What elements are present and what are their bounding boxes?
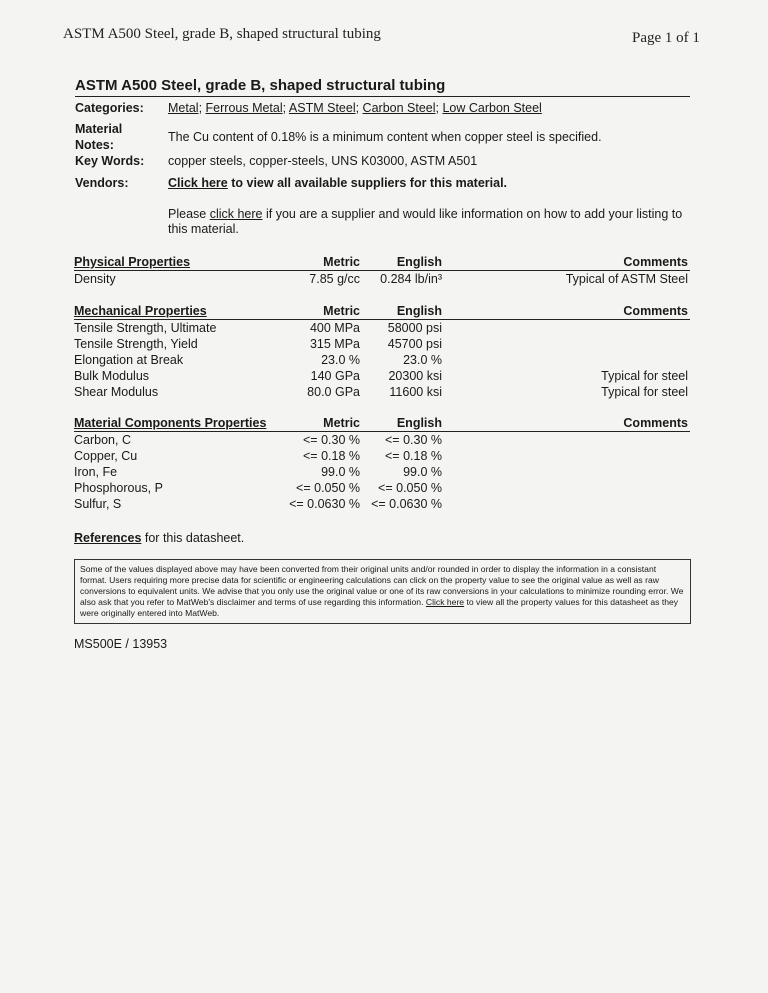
english-value[interactable]: 45700 psi — [387, 337, 442, 351]
category-link-ferrous-metal[interactable]: Ferrous Metal — [205, 101, 283, 115]
english-value[interactable]: 11600 ksi — [389, 385, 442, 399]
english-value[interactable]: 0.284 lb/in³ — [380, 272, 442, 286]
physical-properties-table — [74, 254, 690, 287]
keywords-text: copper steels, copper-steels, UNS K03000, ASTM A501 — [168, 154, 478, 168]
metric-value[interactable]: 7.85 g/cc — [309, 272, 360, 286]
references-link[interactable]: References — [74, 531, 142, 545]
table-row — [74, 496, 690, 512]
table-row — [74, 432, 690, 448]
metric-value[interactable]: 140 GPa — [310, 369, 360, 383]
property-name: Phosphorous, P — [74, 481, 163, 495]
category-link-metal[interactable]: Metal — [168, 101, 199, 115]
print-header-title: ASTM A500 Steel, grade B, shaped structural tubing — [63, 26, 381, 42]
table-row — [74, 448, 690, 464]
metric-header: Metric — [323, 304, 360, 318]
category-link-astm-steel[interactable]: ASTM Steel — [288, 101, 356, 115]
mechanical-properties-table — [74, 303, 690, 400]
table-header — [74, 415, 690, 432]
metric-value[interactable]: <= 0.0630 % — [289, 497, 360, 511]
property-name: Sulfur, S — [74, 497, 122, 511]
categories-label: Categories: — [75, 101, 144, 115]
datasheet-code: MS500E / 13953 — [74, 637, 168, 651]
table-row — [74, 320, 690, 336]
disclaimer-box: Some of the values displayed above may have been converted from their original units and/or rounded in order to display the information in a consistant format. Users requiring more precise data for scientific or engineering calculations can click on the property value to see the original value as well as raw conversions to equivalent units. We advise that you only use the original value or one of its raw conversions in your calculations to minimize rounding error. We also ask that you refer to MatWeb's disclaimer and terms of use regarding this information. Click here to view all the property values for this datasheet as they were originally entered into MatWeb. — [74, 559, 691, 624]
keywords-label: Key Words: — [75, 154, 145, 168]
table-row — [74, 368, 690, 384]
supplier-link[interactable]: click here — [209, 207, 263, 221]
table-header — [74, 303, 690, 320]
property-name: Copper, Cu — [74, 449, 138, 463]
metric-value[interactable]: 99.0 % — [321, 465, 360, 479]
disclaimer-link[interactable]: Click here — [425, 597, 465, 607]
comment-text: Typical for steel — [601, 369, 688, 383]
property-name: Shear Modulus — [74, 385, 159, 399]
table-header — [74, 254, 690, 271]
english-value[interactable]: <= 0.30 % — [385, 433, 442, 447]
property-name: Bulk Modulus — [74, 369, 150, 383]
comments-header: Comments — [623, 416, 688, 430]
table-row — [74, 464, 690, 480]
table-row — [74, 271, 690, 287]
supplier-note: Please click here if you are a supplier and would like information on how to add your listing to this material. — [168, 207, 683, 236]
vendors-link[interactable]: Click here — [168, 176, 228, 190]
categories-list: Metal; Ferrous Metal; ASTM Steel; Carbon Steel; Low Carbon Steel — [168, 101, 542, 115]
metric-header: Metric — [323, 416, 360, 430]
english-header: English — [396, 255, 442, 269]
english-value[interactable]: 58000 psi — [387, 321, 442, 335]
table-row — [74, 384, 690, 400]
comments-header: Comments — [623, 304, 688, 318]
disclaimer-text: Some of the values displayed above may have been converted from their original units and/or rounded in order to display the information in a consistant format. Users requiring more precise data for scientific or engineering calculations can click on the property value to see the original value as well as raw conversions to equivalent units. We advise that you only use the original value or one of its raw conversions in your calculations to minimize rounding error. We also ask that you refer to MatWeb's disclaimer and terms of use regarding this information. — [80, 564, 684, 607]
english-value[interactable]: 23.0 % — [403, 353, 442, 367]
english-value[interactable]: <= 0.050 % — [378, 481, 442, 495]
section-heading: Mechanical Properties — [74, 304, 207, 318]
comment-text: Typical of ASTM Steel — [565, 272, 688, 286]
metric-value[interactable]: 315 MPa — [309, 337, 360, 351]
material-notes-label: Material Notes: — [75, 122, 123, 152]
table-row — [74, 336, 690, 352]
metric-value[interactable]: <= 0.050 % — [296, 481, 360, 495]
english-header: English — [396, 304, 442, 318]
metric-value[interactable]: 80.0 GPa — [307, 385, 360, 399]
category-link-carbon-steel[interactable]: Carbon Steel — [362, 101, 436, 115]
section-heading: Physical Properties — [74, 255, 191, 269]
property-name: Tensile Strength, Yield — [74, 337, 198, 351]
metric-value[interactable]: 23.0 % — [321, 353, 360, 367]
property-name: Iron, Fe — [74, 465, 118, 479]
material-notes-text: The Cu content of 0.18% is a minimum content when copper steel is specified. — [168, 130, 602, 144]
english-header: English — [396, 416, 442, 430]
english-value[interactable]: 20300 ksi — [388, 369, 442, 383]
vendors-label: Vendors: — [75, 176, 129, 190]
metric-value[interactable]: 400 MPa — [309, 321, 360, 335]
table-row — [74, 352, 690, 368]
vendors-text: Click here to view all available suppliers for this material. — [168, 176, 508, 190]
metric-value[interactable]: <= 0.30 % — [303, 433, 360, 447]
material-components-table — [74, 415, 690, 512]
english-value[interactable]: 99.0 % — [403, 465, 442, 479]
comments-header: Comments — [623, 255, 688, 269]
section-heading: Material Components Properties — [74, 416, 267, 430]
english-value[interactable]: <= 0.18 % — [385, 449, 442, 463]
table-row — [74, 480, 690, 496]
property-name: Tensile Strength, Ultimate — [74, 321, 217, 335]
property-name: Elongation at Break — [74, 353, 184, 367]
references-line: References for this datasheet. — [74, 531, 245, 545]
property-name: Carbon, C — [74, 433, 131, 447]
property-name: Density — [74, 272, 116, 286]
metric-header: Metric — [323, 255, 360, 269]
category-link-low-carbon-steel[interactable]: Low Carbon Steel — [442, 101, 542, 115]
comment-text: Typical for steel — [601, 385, 688, 399]
english-value[interactable]: <= 0.0630 % — [371, 497, 442, 511]
page-title: ASTM A500 Steel, grade B, shaped structural tubing — [75, 77, 690, 97]
print-header-page: Page 1 of 1 — [632, 30, 700, 46]
metric-value[interactable]: <= 0.18 % — [303, 449, 360, 463]
